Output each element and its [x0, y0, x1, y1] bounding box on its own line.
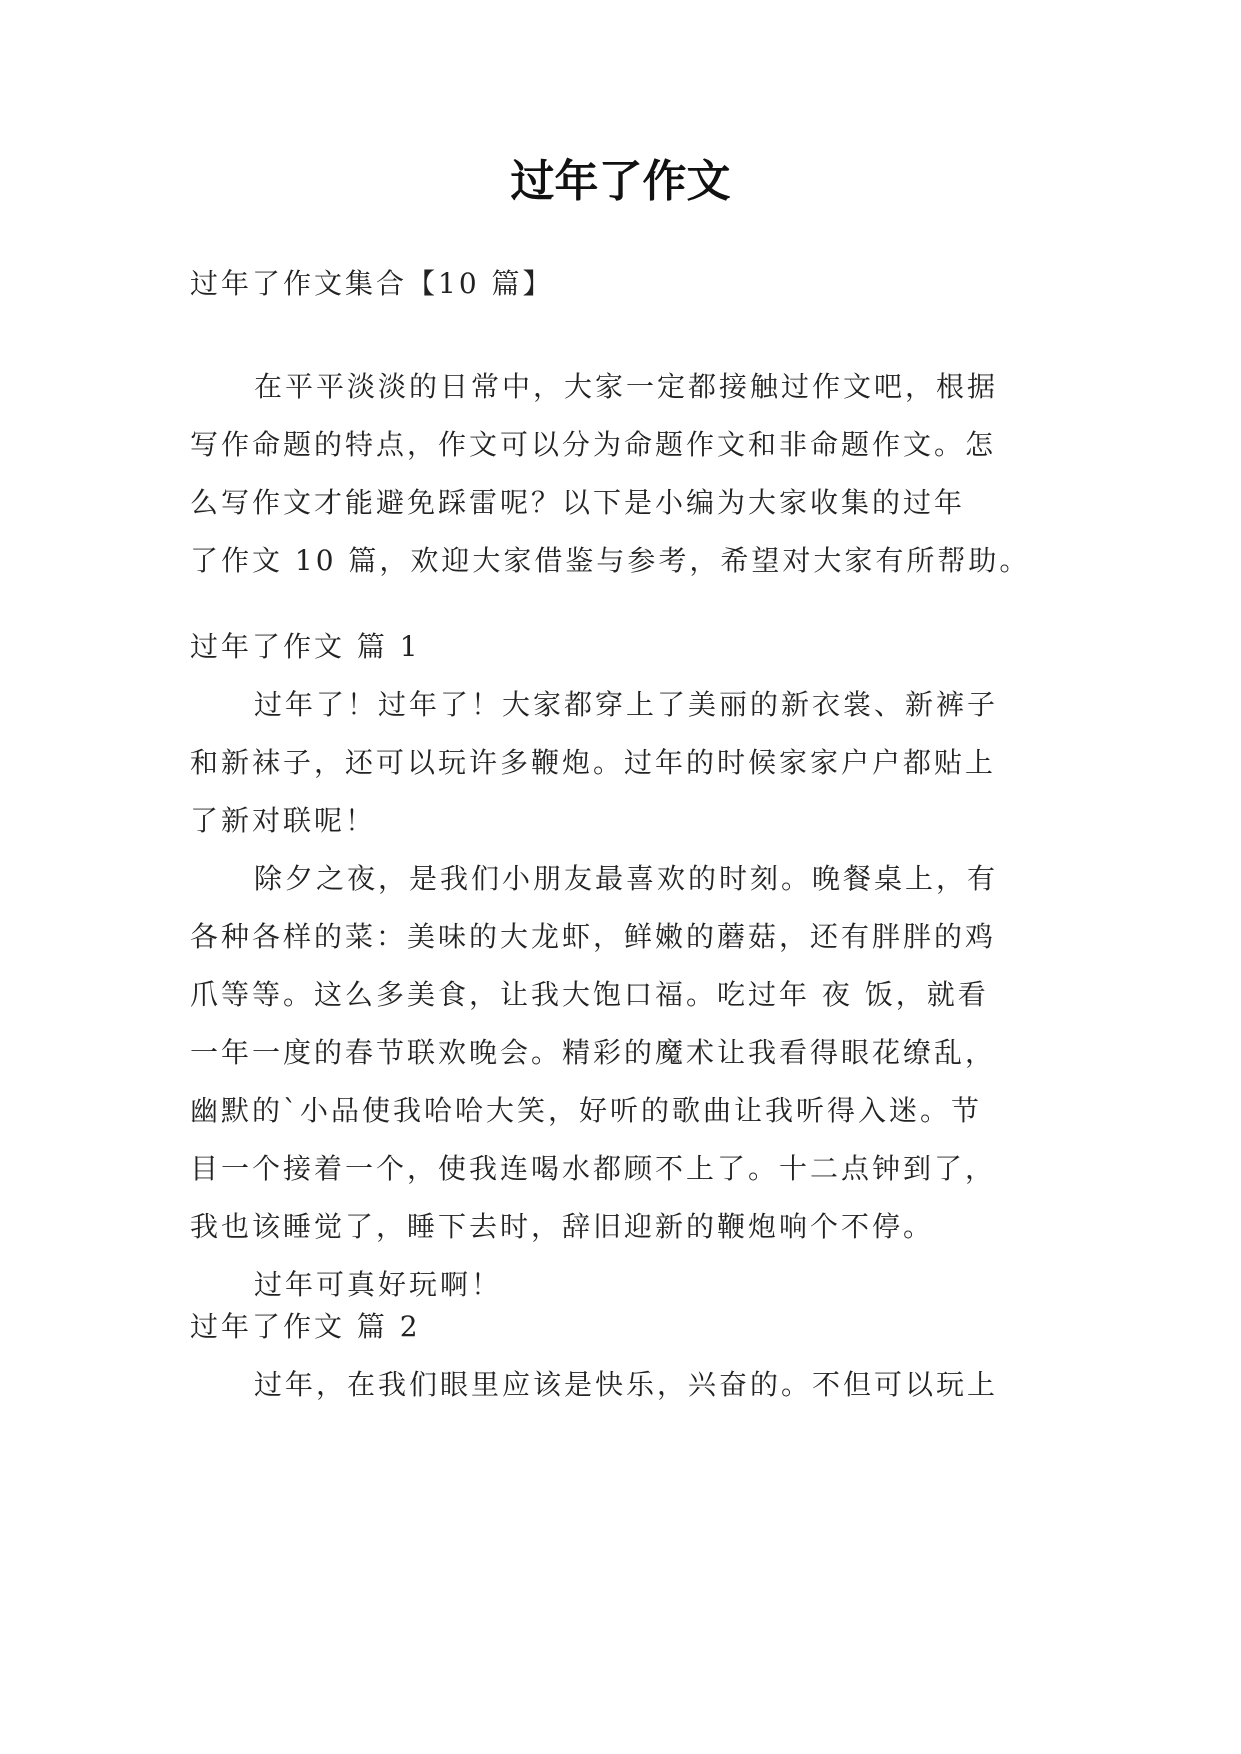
intro-line: 么写作文才能避免踩雷呢？以下是小编为大家收集的过年	[190, 486, 966, 519]
document-subtitle	[190, 255, 1070, 313]
paragraph-line: 目一个接着一个，使我连喝水都顾不上了。十二点钟到了，	[190, 1152, 997, 1185]
document-title: 过年了作文	[510, 156, 731, 207]
paragraph-line: 各种各样的菜：美味的大龙虾，鲜嫩的蘑菇，还有胖胖的鸡	[190, 920, 997, 953]
section-heading: 过年了作文 篇 2	[190, 1310, 421, 1343]
paragraph-line: 我也该睡觉了，睡下去时，辞旧迎新的鞭炮响个不停。	[190, 1210, 935, 1243]
intro-line: 在平平淡淡的日常中，大家一定都接触过作文吧，根据	[254, 370, 999, 403]
intro-paragraph	[190, 358, 1070, 590]
paragraph-line: 除夕之夜，是我们小朋友最喜欢的时刻。晚餐桌上，有	[254, 862, 999, 895]
section-heading: 过年了作文 篇 1	[190, 630, 421, 663]
paragraph-line: 一年一度的春节联欢晚会。精彩的魔术让我看得眼花缭乱，	[190, 1036, 997, 1069]
intro-line: 了作文 10 篇，欢迎大家借鉴与参考，希望对大家有所帮助。	[190, 544, 1031, 577]
paragraph-line: 过年了！过年了！大家都穿上了美丽的新衣裳、新裤子	[254, 688, 999, 721]
section-2	[190, 1298, 1070, 1414]
intro-line: 写作命题的特点，作文可以分为命题作文和非命题作文。怎	[190, 428, 997, 461]
paragraph-line: 了新对联呢！	[190, 804, 377, 837]
paragraph-line: 和新袜子，还可以玩许多鞭炮。过年的时候家家户户都贴上	[190, 746, 997, 779]
paragraph-line: 过年可真好玩啊！	[254, 1268, 503, 1301]
section-1	[190, 618, 1070, 1314]
paragraph-line: 爪等等。这么多美食，让我大饱口福。吃过年 夜 饭，就看	[190, 978, 989, 1011]
paragraph-line: 过年，在我们眼里应该是快乐，兴奋的。不但可以玩上	[254, 1368, 999, 1401]
paragraph-line: 幽默的`小品使我哈哈大笑，好听的歌曲让我听得入迷。节	[190, 1094, 983, 1127]
subtitle-text: 过年了作文集合【10 篇】	[190, 267, 554, 300]
